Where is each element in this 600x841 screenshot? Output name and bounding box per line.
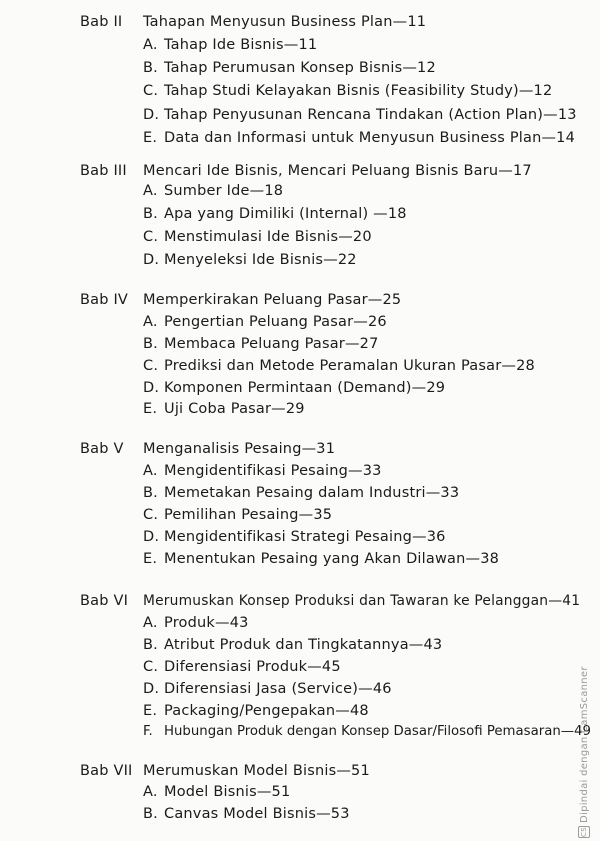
chapter-number: Bab VII <box>80 763 133 779</box>
item-letter: B. <box>143 806 158 822</box>
chapter-title: Menganalisis Pesaing—31 <box>143 441 336 457</box>
item-letter: B. <box>143 336 158 352</box>
toc-item <box>143 529 446 545</box>
toc-item <box>143 784 290 800</box>
item-letter: E. <box>143 130 158 146</box>
chapter-title: Mencari Ide Bisnis, Mencari Peluang Bisnis Baru—17 <box>143 163 532 179</box>
item-letter: E. <box>143 551 158 567</box>
toc-item <box>143 551 499 567</box>
chapter-number: Bab IV <box>80 292 129 308</box>
item-text: Prediksi dan Metode Peramalan Ukuran Pasar—28 <box>164 358 535 374</box>
chapter-title: Merumuskan Model Bisnis—51 <box>143 763 370 779</box>
item-letter: B. <box>143 637 158 653</box>
item-text: Produk—43 <box>164 615 249 631</box>
item-text: Diferensiasi Produk—45 <box>164 659 341 675</box>
item-text: Membaca Peluang Pasar—27 <box>164 336 379 352</box>
toc-item <box>143 380 445 396</box>
toc-item <box>143 314 387 330</box>
item-letter: C. <box>143 507 159 523</box>
chapter-title: Merumuskan Konsep Produksi dan Tawaran ke Pelanggan—41 <box>143 593 581 609</box>
item-letter: E. <box>143 703 158 719</box>
toc-item <box>143 681 392 697</box>
item-text: Menstimulasi Ide Bisnis—20 <box>164 229 372 245</box>
chapter-number: Bab V <box>80 441 124 457</box>
item-text: Model Bisnis—51 <box>164 784 291 800</box>
toc-item <box>143 358 535 374</box>
item-letter: A. <box>143 37 158 53</box>
item-letter: B. <box>143 206 158 222</box>
toc-item <box>143 637 442 653</box>
chapter-title: Tahapan Menyusun Business Plan—11 <box>143 14 427 30</box>
toc-item <box>143 724 591 739</box>
item-letter: D. <box>143 252 160 268</box>
item-letter: D. <box>143 529 160 545</box>
item-letter: D. <box>143 681 160 697</box>
scanner-watermark <box>578 666 590 838</box>
item-letter: A. <box>143 314 158 330</box>
item-text: Tahap Perumusan Konsep Bisnis—12 <box>164 60 436 76</box>
toc-item <box>143 401 305 417</box>
toc-item <box>143 336 379 352</box>
item-text: Menentukan Pesaing yang Akan Dilawan—38 <box>164 551 500 567</box>
item-text: Tahap Penyusunan Rencana Tindakan (Action Plan)—13 <box>164 107 577 123</box>
item-text: Data dan Informasi untuk Menyusun Business Plan—14 <box>164 130 576 146</box>
item-letter: D. <box>143 107 160 123</box>
item-letter: C. <box>143 83 159 99</box>
item-text: Mengidentifikasi Strategi Pesaing—36 <box>164 529 446 545</box>
item-text: Atribut Produk dan Tingkatannya—43 <box>164 637 443 653</box>
item-letter: C. <box>143 229 159 245</box>
watermark-text: Dipindai dengan CamScanner <box>579 666 590 823</box>
item-letter: A. <box>143 615 158 631</box>
toc-item <box>143 37 317 53</box>
toc-item <box>143 703 369 719</box>
item-letter: E. <box>143 401 158 417</box>
toc-item <box>143 463 382 479</box>
item-letter: B. <box>143 485 158 501</box>
item-letter: A. <box>143 183 158 199</box>
toc-item <box>143 252 357 268</box>
toc-item <box>143 83 552 99</box>
item-letter: F. <box>143 724 153 739</box>
toc-item <box>143 60 436 76</box>
item-text: Canvas Model Bisnis—53 <box>164 806 350 822</box>
toc-item <box>143 659 341 675</box>
item-text: Hubungan Produk dengan Konsep Dasar/Filosofi Pemasaran—49 <box>164 724 591 739</box>
chapter-number: Bab II <box>80 14 123 30</box>
item-text: Menyeleksi Ide Bisnis—22 <box>164 252 357 268</box>
item-text: Tahap Ide Bisnis—11 <box>164 37 318 53</box>
item-text: Packaging/Pengepakan—48 <box>164 703 369 719</box>
item-text: Apa yang Dimiliki (Internal) —18 <box>164 206 407 222</box>
item-text: Komponen Permintaan (Demand)—29 <box>164 380 446 396</box>
toc-item <box>143 206 407 222</box>
item-text: Mengidentifikasi Pesaing—33 <box>164 463 382 479</box>
item-text: Diferensiasi Jasa (Service)—46 <box>164 681 392 697</box>
item-letter: C. <box>143 358 159 374</box>
item-text: Sumber Ide—18 <box>164 183 284 199</box>
item-letter: D. <box>143 380 160 396</box>
item-letter: C. <box>143 659 159 675</box>
item-text: Tahap Studi Kelayakan Bisnis (Feasibility Study)—12 <box>164 83 553 99</box>
toc-item <box>143 229 372 245</box>
chapter-title: Memperkirakan Peluang Pasar—25 <box>143 292 402 308</box>
item-text: Uji Coba Pasar—29 <box>164 401 305 417</box>
item-letter: A. <box>143 784 158 800</box>
item-letter: A. <box>143 463 158 479</box>
toc-item <box>143 485 459 501</box>
toc-item <box>143 107 577 123</box>
chapter-number: Bab III <box>80 163 127 179</box>
item-letter: B. <box>143 60 158 76</box>
chapter-number: Bab VI <box>80 593 129 609</box>
item-text: Pemilihan Pesaing—35 <box>164 507 333 523</box>
toc-item <box>143 130 575 146</box>
toc-item <box>143 183 283 199</box>
toc-item <box>143 507 332 523</box>
toc-item <box>143 615 249 631</box>
item-text: Memetakan Pesaing dalam Industri—33 <box>164 485 460 501</box>
camscanner-icon: CS <box>580 827 588 837</box>
item-text: Pengertian Peluang Pasar—26 <box>164 314 387 330</box>
toc-item <box>143 806 350 822</box>
